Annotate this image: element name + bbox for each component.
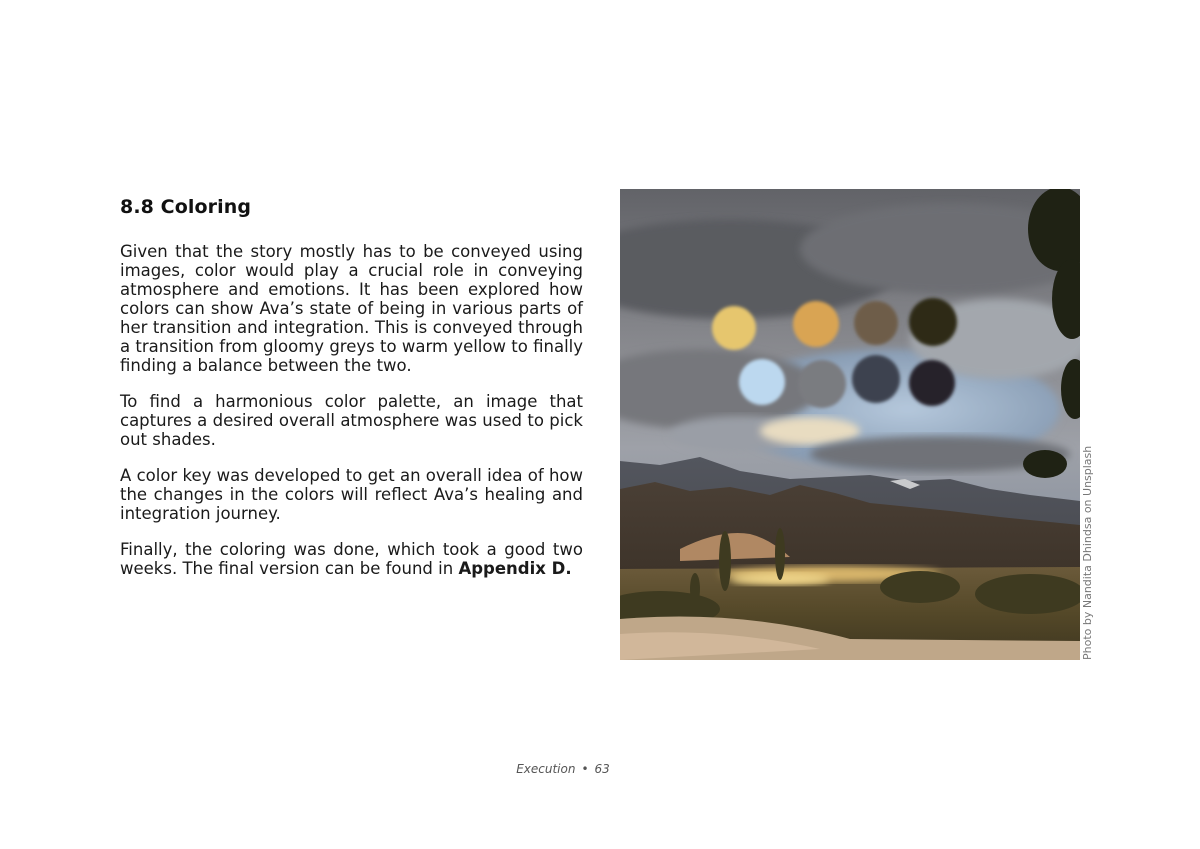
landscape-photo-with-palette	[620, 189, 1080, 660]
appendix-reference: Appendix D.	[458, 559, 572, 578]
photo-credit: Photo by Nandita Dhindsa on Unsplash	[1081, 445, 1094, 660]
page-number: 63	[594, 762, 610, 776]
footer-section-label: Execution	[516, 762, 576, 776]
palette-swatch-brown	[854, 301, 898, 345]
footer-separator: •	[581, 762, 589, 776]
paragraph-1: Given that the story mostly has to be conveyed using images, color would play a crucial role in conveying atmosphere and emotions. It has been explored how colors can show Ava’s state of being in various parts of her transition and integration. This is conveyed through a transition from gloomy greys to warm yellow to finally finding a balance between the two.	[120, 242, 583, 375]
palette-swatch-charcoal	[909, 360, 955, 406]
palette-swatch-light-blue	[739, 359, 785, 405]
paragraph-3: A color key was developed to get an overall idea of how the changes in the colors will reflect Ava’s healing and integration journey.	[120, 466, 583, 523]
body-text	[120, 242, 583, 595]
paragraph-2: To find a harmonious color palette, an image that captures a desired overall atmosphere was used to pick out shades.	[120, 392, 583, 449]
page-footer	[0, 762, 1126, 776]
landscape-photo	[620, 189, 1080, 660]
paragraph-4	[120, 540, 583, 578]
palette-swatch-grey	[798, 360, 846, 408]
palette-swatch-warm-yellow	[712, 306, 756, 350]
palette-swatch-slate	[852, 355, 900, 403]
palette-swatch-dark-olive	[909, 298, 957, 346]
section-heading: 8.8 Coloring	[120, 196, 252, 218]
palette-swatch-warm-orange	[793, 301, 839, 347]
paragraph-4-text: Finally, the coloring was done, which took a good two weeks. The final version can be found in	[120, 540, 583, 578]
